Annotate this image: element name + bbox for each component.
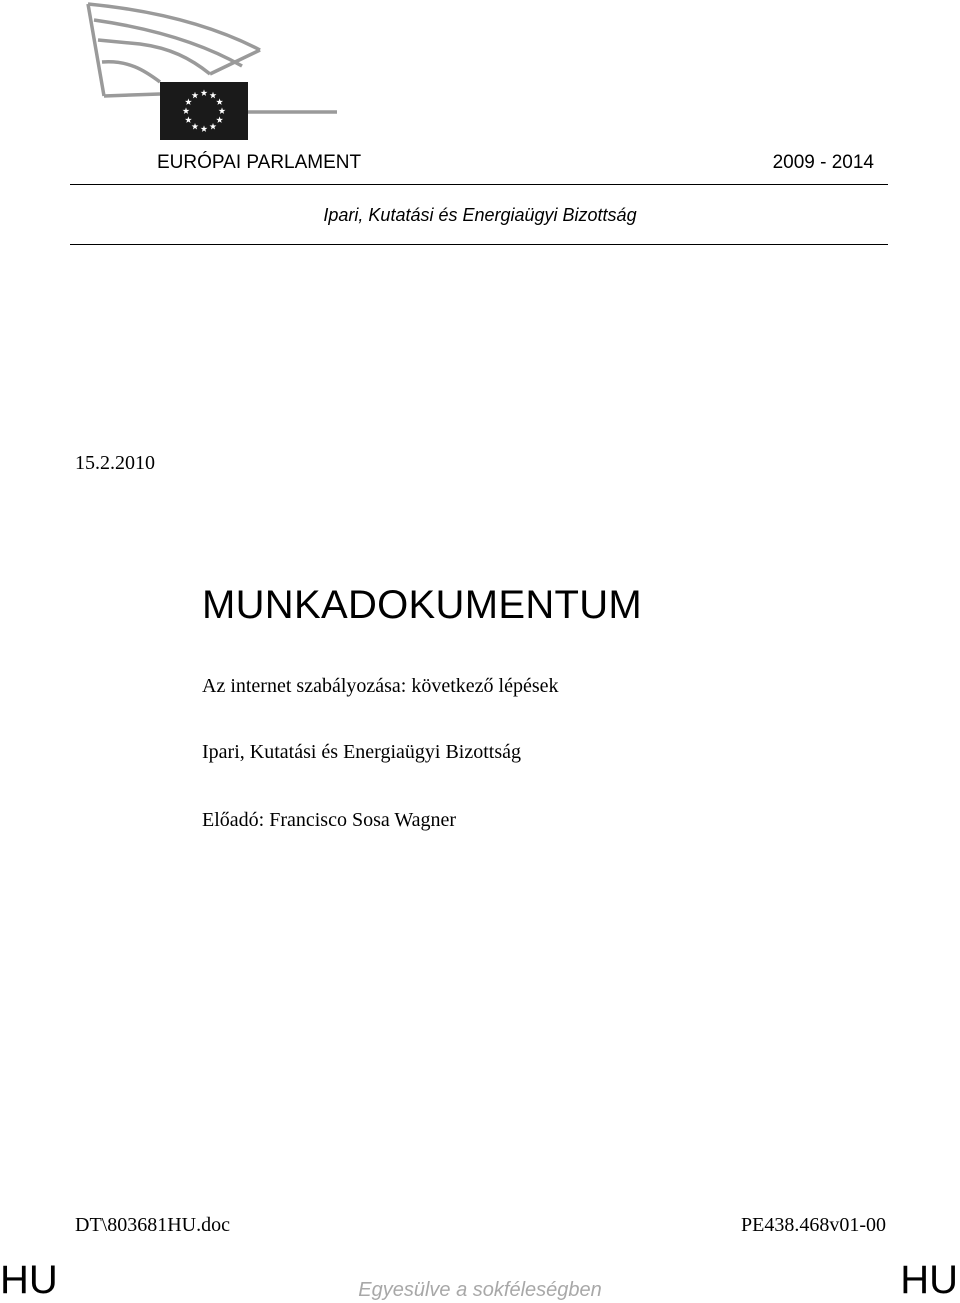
document-type-title: MUNKADOKUMENTUM <box>202 583 643 627</box>
file-reference: DT\803681HU.doc <box>75 1214 230 1236</box>
document-subject: Az internet szabályozása: következő lépések <box>202 675 559 697</box>
header-divider-bottom <box>70 244 888 245</box>
eu-motto: Egyesülve a sokféleségben <box>358 1279 602 1301</box>
header-divider-top <box>70 184 888 185</box>
european-parliament-logo-icon <box>80 0 350 150</box>
language-code-right: HU <box>900 1258 958 1302</box>
document-committee: Ipari, Kutatási és Energiaügyi Bizottság <box>202 741 521 763</box>
parliamentary-term: 2009 - 2014 <box>772 152 874 173</box>
institution-name: EURÓPAI PARLAMENT <box>157 152 362 173</box>
committee-header: Ipari, Kutatási és Energiaügyi Bizottság <box>323 205 637 225</box>
language-code-left: HU <box>0 1258 58 1302</box>
pe-reference: PE438.468v01-00 <box>741 1214 886 1236</box>
document-date: 15.2.2010 <box>75 452 155 474</box>
document-rapporteur: Előadó: Francisco Sosa Wagner <box>202 809 457 831</box>
